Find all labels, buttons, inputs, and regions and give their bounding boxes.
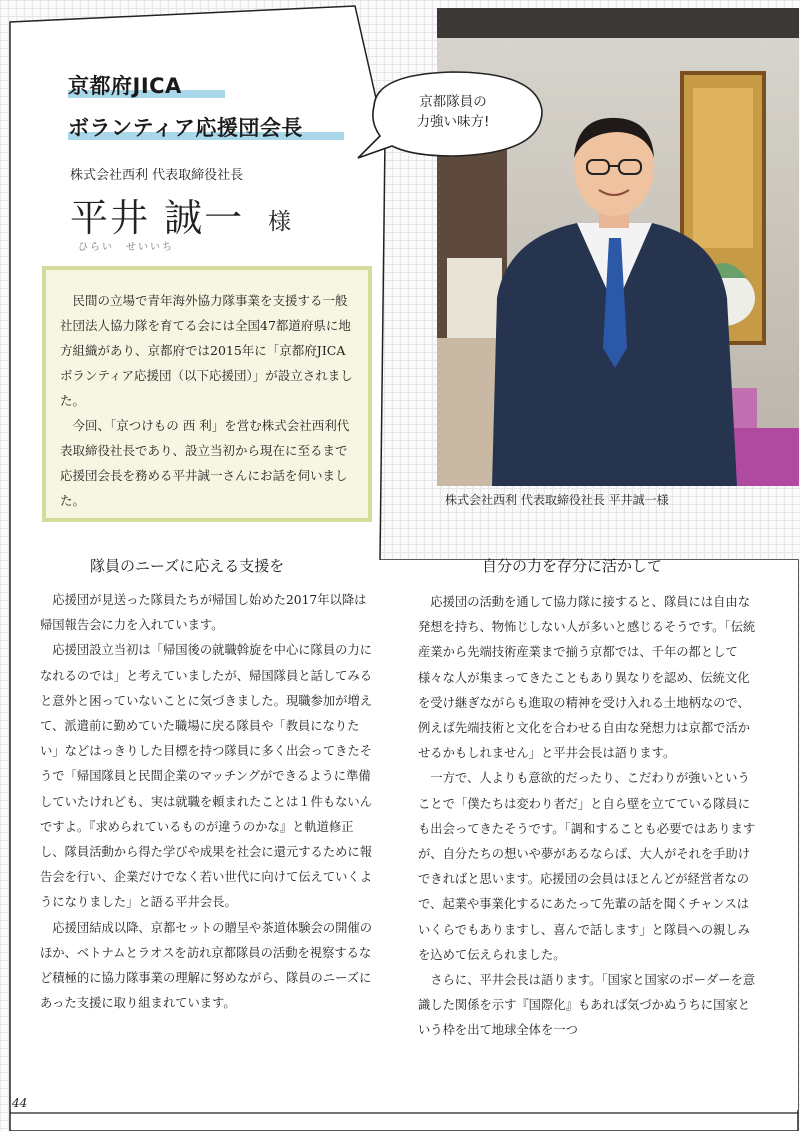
section-1-title: 隊員のニーズに応える支援を (90, 557, 285, 575)
bubble-text (368, 92, 538, 132)
section-1-body (40, 588, 375, 1016)
name-reading: ひらい せいいち (78, 242, 174, 253)
photo-caption: 株式会社西利 代表取締役社長 平井誠一様 (445, 493, 669, 507)
section-2-title: 自分の力を存分に活かして (482, 557, 663, 575)
section-2-paragraph-1: 応援団の活動を通して協力隊に接すると、隊員には自由な発想を持ち、物怖じしない人が多いと感じるそうです。「伝統産業から先端技術産業まで揃う京都では、千年の都として様々な人が集まってきたこともあり異なりを認め、伝統文化を受け継ぎながらも進取の精神を受け入れる土地柄なので、例えば先端技術と文化を合わせる自由な発想力は京都で活かせるかもしれません」と平井会長は語ります。 (418, 595, 756, 761)
bubble-line-1: 京都隊員の (419, 94, 487, 110)
person-name: 平井 誠一 (70, 196, 245, 240)
page-number: 44 (12, 1096, 28, 1110)
section-1-paragraph-2: 応援団設立当初は「帰国後の就職斡旋を中心に隊員の力になれるのでは」と考えていましたが、帰国隊員と話してみると意外と困っていないことに気づきました。現職参加が増えて、派遣前に勤めていた職場に戻る隊員や「教員になりたい」などはっきりした目標を持つ隊員に多く出会ってきたそうで「帰国隊員と民間企業のマッチングができるように準備していたけれども、実は就職を頼まれたことは１件もないんですよ。『求められているものが違うのかな』と軌道修正し、隊員活動から得た学びや成果を社会に還元するために報告会を行い、企業だけでなく若い世代に向けて伝えていくようになりました」と語る平井会長。 (40, 643, 373, 910)
title-line-1: 京都府JICA (68, 74, 182, 98)
section-2-body (418, 590, 761, 1044)
intro-paragraph-2: 今回、「京つけもの 西 利」を営む株式会社西利代表取締役社長であり、設立当初から現在に至るまで応援団会長を務める平井誠一さんにお話を伺いました。 (60, 418, 350, 508)
section-2-paragraph-3: さらに、平井会長は語ります。「国家と国家のボーダーを意識した関係を示す『国際化』もあれば気づかぬうちに国家という枠を出て地球全体を一つ (418, 973, 756, 1038)
section-1-paragraph-1: 応援団が見送った隊員たちが帰国し始めた2017年以降は帰国報告会に力を入れています。 (40, 593, 367, 633)
bubble-line-2: 力強い味方! (416, 114, 490, 130)
title-line-2: ボランティア応援団会長 (68, 116, 303, 140)
intro-box (42, 266, 372, 522)
company-title: 株式会社西利 代表取締役社長 (70, 168, 244, 183)
section-2-paragraph-2: 一方で、人よりも意欲的だったり、こだわりが強いということで「僕たちは変わり者だ」と自ら壁を立てている隊員にも出会ってきたそうです。「調和することも必要ではありますが、自分たちの想いや夢があるならば、大人がそれを手助けできればと思います。応援団の会員はほとんどが経営者なので、起業や事業化するにあたって先輩の話を聞くチャンスはいくらでもありますし、喜んで話します」と隊員への親しみを込めて伝えられました。 (418, 771, 756, 962)
intro-paragraph-1: 民間の立場で青年海外協力隊事業を支援する一般社団法人協力隊を育てる会には全国47都道府県に地方組織があり、京都府では2015年に「京都府JICAボランティア応援団（以下応援団）」が設立されました。 (60, 293, 353, 408)
honorific: 様 (268, 209, 291, 235)
section-1-paragraph-3: 応援団結成以降、京都セットの贈呈や茶道体験会の開催のほか、ベトナムとラオスを訪れ京都隊員の活動を視察するなど積極的に協力隊事業の理解に努めながら、隊員のニーズにあった支援に取り組まれています。 (40, 920, 373, 1011)
